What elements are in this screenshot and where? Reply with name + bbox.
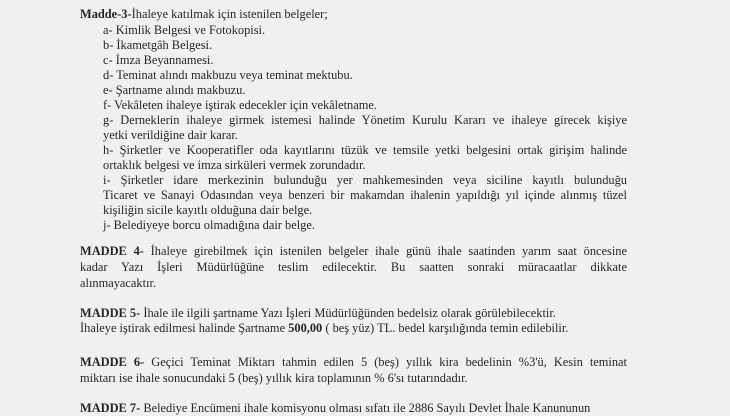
list-item-i-line-1: i- Şirketler idare merkezinin bulunduğu yer mahkemesinden veya siciline kayıtlı bulunduğu (103, 173, 627, 187)
list-item-e: e- Şartname alındı makbuzu. (103, 83, 246, 97)
madde-5-text-1: İhale ile ilgili şartname Yazı İşleri Müdürlüğünden bedelsiz olarak görülebilecektir. (140, 306, 556, 320)
madde-4-line-2: kadar Yazı İşleri Müdürlüğüne teslim edilecektir. Bu saatten sonraki müracaatlar dikkate (80, 260, 627, 274)
madde-4-label: MADDE 4- (80, 244, 144, 258)
list-item-h-line-2: ortaklık belgesi ve imza sirküleri vermek zorundadır. (103, 158, 366, 172)
list-item-g-line-2: yetki verildiğine dair karar. (103, 128, 238, 142)
madde-5-line-1 (80, 306, 556, 321)
madde-4-text-1: İhaleye girebilmek için istenilen belgeler ihale günü ihale saatinden yarım saat öncesine (143, 244, 627, 258)
list-item-i-line-2: Ticaret ve Sanayi Odasından veya benzeri bir makamdan ihalenin yapıldığı yıl içinde alınmış tüzel (103, 188, 627, 202)
madde-6-text-1: Geçici Teminat Miktarı tahmin edilen 5 (beş) yıllık kira bedelinin %3'ü, Kesin teminat (144, 355, 627, 369)
madde-7-line-1 (80, 401, 590, 416)
madde-5-line-2-pre: İhaleye iştirak edilmesi halinde Şartname (80, 321, 289, 335)
madde-5-label: MADDE 5- (80, 306, 141, 320)
madde-3-label: Madde-3- (80, 7, 132, 21)
madde-6-line-2: miktarı ise ihale sonucundaki 5 (beş) yıllık kira toplamının % 6'sı tutarındadır. (80, 371, 468, 385)
list-item-a: a- Kimlik Belgesi ve Fotokopisi. (103, 23, 266, 37)
list-item-b: b- İkametgâh Belgesi. (103, 38, 213, 52)
list-item-c: c- İmza Beyannamesi. (103, 53, 214, 67)
madde-4-line-3: alınmayacaktır. (80, 276, 157, 290)
madde-7-label: MADDE 7- (80, 401, 141, 415)
list-item-h-line-1: h- Şirketler ve Kooperatifler oda kayıtlarını tüzük ve temsile yetki belgesini ortak girişim halinde (103, 143, 627, 157)
madde-4-line-1 (80, 244, 627, 259)
madde-6-label: MADDE 6- (80, 355, 145, 369)
list-item-g-line-1: g- Derneklerin ihaleye girmek istemesi halinde Yönetim Kurulu Kararı ve ihaleye girecek kişiye (103, 113, 627, 127)
list-item-f: f- Vekâleten ihaleye iştirak edecekler için vekâletname. (103, 98, 377, 112)
list-item-j: j- Belediyeye borcu olmadığına dair belge. (103, 218, 315, 232)
list-item-d: d- Teminat alındı makbuzu veya teminat mektubu. (103, 68, 353, 82)
madde-5-line-2-post: ( beş yüz) TL. bedel karşılığında temin edilebilir. (322, 321, 569, 335)
madde-3-heading-text: İhaleye katılmak için istenilen belgeler; (131, 7, 328, 21)
madde-3-heading (80, 7, 328, 22)
madde-7-text-1: Belediye Encümeni ihale komisyonu olması sıfatı ile 2886 Sayılı Devlet İhale Kanununun (140, 401, 591, 415)
madde-5-line-2 (80, 321, 568, 336)
madde-5-amount: 500,00 (288, 321, 323, 335)
madde-6-line-1 (80, 355, 627, 370)
list-item-i-line-3: kişiliğin sicile kayıtlı olduğuna dair belge. (103, 203, 313, 217)
